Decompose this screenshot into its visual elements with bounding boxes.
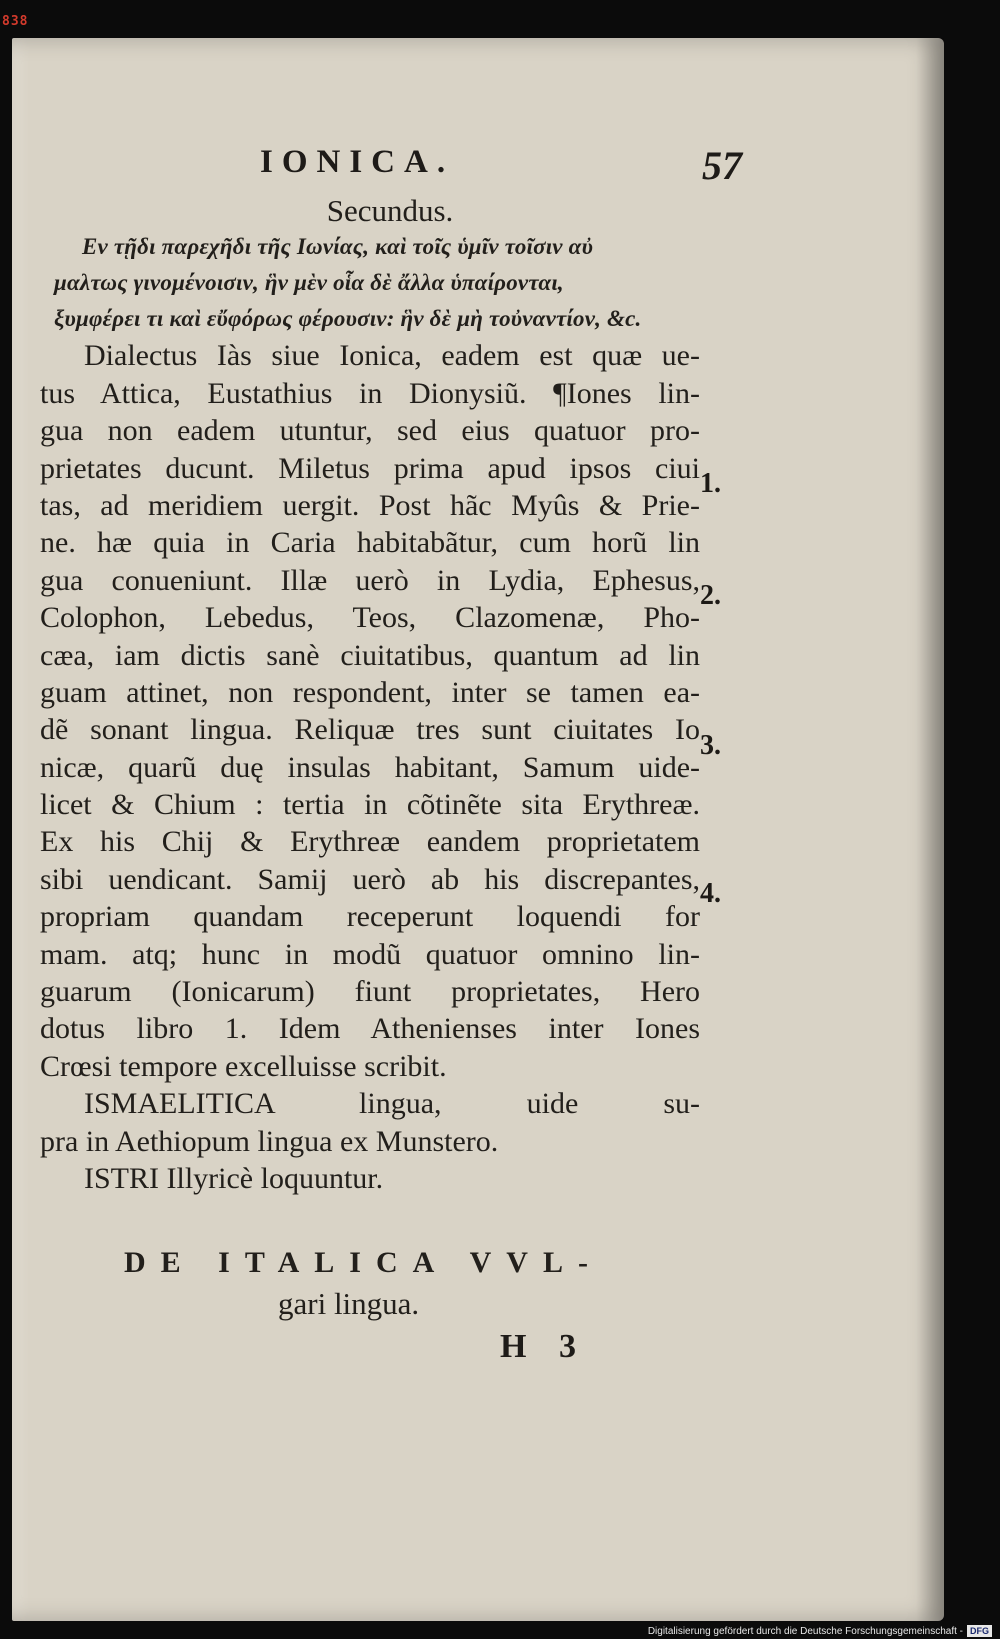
signature-mark: H 3: [500, 1328, 576, 1365]
text-line: pra in Aethiopum lingua ex Munstero.: [40, 1124, 499, 1158]
text-line: dẽ sonant lingua. Reliquæ tres sunt ciuitates Io: [40, 713, 700, 747]
running-head: IONICA.: [260, 144, 455, 180]
text-line: guarum (Ionicarum) fiunt proprietates, Hero: [40, 975, 700, 1009]
margin-number: 2.: [700, 580, 721, 611]
book-page: [12, 38, 944, 1621]
text-line: gua non eadem utuntur, sed eius quatuor pro-: [40, 414, 700, 448]
text-line: nicæ, quarũ duę insulas habitant, Samum uide-: [40, 750, 700, 784]
greek-line: Eν τῇδι παρεχῆδι τῆς Ιωνίας, καὶ τοῖς ὑμῖν τοῖσιν αὐ: [82, 234, 594, 260]
section-heading-line: gari lingua.: [278, 1286, 420, 1321]
entry-istri: ISTRI Illyricè loquuntur.: [84, 1161, 384, 1195]
text-line: Dialectus Iàs siue Ionica, eadem est quæ ue-: [84, 339, 700, 373]
text-line: Colophon, Lebedus, Teos, Clazomenæ, Pho-: [40, 601, 700, 635]
scan-corner-tag: 838: [2, 14, 29, 29]
text-line: gua conueniunt. Illæ uerò in Lydia, Ephesus,: [40, 563, 700, 597]
greek-line: μαλτως γινομένοισιν, ἣν μὲν οἷα δὲ ἄλλα ὑπαίρονται,: [54, 270, 564, 296]
text-line: propriam quandam receperunt loquendi for: [40, 900, 700, 934]
greek-line: ξυμφέρει τι καὶ εὔφόρως φέρουσιν: ἣν δὲ μὴ τοὐναντίον, &c.: [54, 306, 642, 332]
margin-number: 4.: [700, 878, 721, 909]
text-line: Ex his Chij & Erythreæ eandem proprietatem: [40, 825, 700, 859]
entry-ismaelitica: ISMAELITICA lingua, uide su-: [84, 1087, 700, 1121]
margin-number: 3.: [700, 730, 721, 761]
page-header: [12, 130, 944, 188]
funding-credit: Digitalisierung gefördert durch die Deutsche Forschungsgemeinschaft -: [647, 1625, 963, 1637]
text-line: Crœsi tempore excelluisse scribit.: [40, 1049, 447, 1083]
text-line: tus Attica, Eustathius in Dionysiũ. ¶Iones lin-: [40, 376, 700, 410]
subheading: Secundus.: [326, 193, 454, 228]
body-text: [40, 192, 700, 1197]
section-heading: [124, 1243, 644, 1325]
text-line: dotus libro 1. Idem Athenienses inter Iones: [40, 1012, 700, 1046]
dfg-logo: DFG: [967, 1625, 992, 1637]
text-line: guam attinet, non respondent, inter se tamen ea-: [40, 675, 700, 709]
digitization-footer: [648, 1625, 992, 1637]
page-number: 57: [702, 143, 742, 188]
text-line: prietates ducunt. Miletus prima apud ipsos ciui: [40, 451, 700, 485]
text-line: ne. hæ quia in Caria habitabãtur, cum horũ lin: [40, 526, 700, 560]
margin-number: 1.: [700, 468, 721, 499]
section-heading-line: DE ITALICA VVL-: [124, 1246, 603, 1279]
text-line: tas, ad meridiem uergit. Post hãc Myûs & Prie-: [40, 488, 700, 522]
text-line: licet & Chium : tertia in cõtinẽte sita Erythreæ.: [40, 788, 700, 822]
text-line: cæa, iam dictis sanè ciuitatibus, quantum ad lin: [40, 638, 700, 672]
text-line: sibi uendicant. Samij uerò ab his discrepantes,: [40, 862, 700, 896]
text-line: mam. atq; hunc in modũ quatuor omnino lin-: [40, 937, 700, 971]
